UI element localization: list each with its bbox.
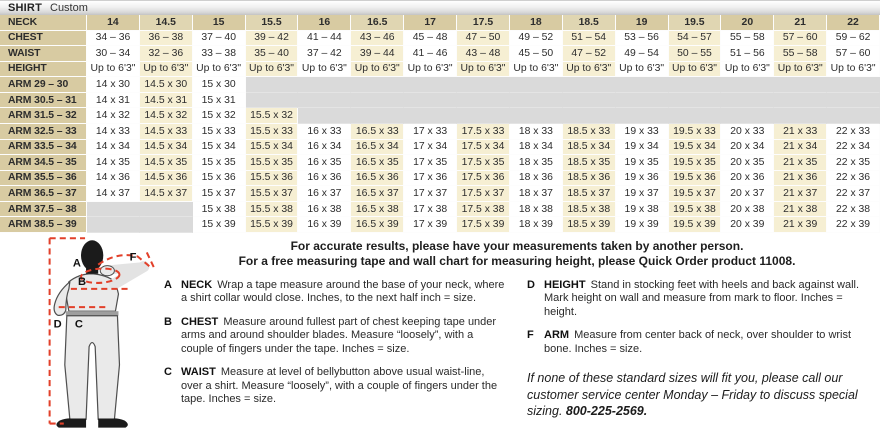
size-cell: 22 x 33 (827, 124, 880, 140)
size-cell: 59 – 62 (827, 31, 880, 47)
empty-size-cell (457, 93, 510, 109)
size-cell: 18 x 38 (510, 202, 563, 218)
figure-forearm (111, 267, 143, 270)
figure-right-shoe (98, 418, 128, 427)
size-cell: 41 – 46 (404, 46, 457, 62)
size-cell: 17 x 36 (404, 171, 457, 187)
instructions-left-column (164, 279, 507, 420)
size-cell: 16.5 x 38 (351, 202, 404, 218)
empty-size-cell (563, 77, 616, 93)
size-cell: 19 x 36 (616, 171, 669, 187)
size-cell: 21 x 35 (774, 155, 827, 171)
figure-label-chest: B (77, 275, 87, 288)
size-cell: 17 x 35 (404, 155, 457, 171)
measuring-instructions-section (0, 233, 880, 445)
size-cell: 19 x 37 (616, 186, 669, 202)
instruction-letter: F (527, 329, 534, 342)
size-cell: 16.5 x 34 (351, 140, 404, 156)
phone-number: 800-225-2569. (565, 404, 648, 419)
size-cell: 18.5 x 33 (563, 124, 616, 140)
instruction-text: HEIGHT Stand in stocking feet with heels and back against wall. Mark height on wall and measure from mark to floor. Inches = height. (544, 278, 860, 318)
size-cell: 15 x 32 (193, 108, 246, 124)
size-cell: 45 – 48 (404, 31, 457, 47)
neck-row-label: NECK (0, 15, 87, 31)
size-cell: 15.5 x 36 (246, 171, 299, 187)
size-cell: 39 – 44 (351, 46, 404, 62)
size-column-header: 14.5 (140, 15, 193, 31)
size-cell: 41 – 44 (298, 31, 351, 47)
size-cell: 19 x 38 (616, 202, 669, 218)
size-cell: 14 x 31 (87, 93, 140, 109)
empty-size-cell (669, 77, 722, 93)
size-cell: 43 – 48 (457, 46, 510, 62)
instruction-text: ARM Measure from center back of neck, over shoulder to wrist bone. Inches = size. (544, 329, 852, 355)
measurement-figure (0, 233, 164, 445)
size-cell: 47 – 52 (563, 46, 616, 62)
row-label: ARM 34.5 – 35 (0, 155, 87, 171)
size-cell: 49 – 52 (510, 31, 563, 47)
empty-size-cell (351, 93, 404, 109)
size-cell: 18.5 x 39 (563, 217, 616, 233)
size-cell: 50 – 55 (669, 46, 722, 62)
size-cell: 14 x 37 (87, 186, 140, 202)
empty-size-cell (616, 108, 669, 124)
size-cell: 17.5 x 36 (457, 171, 510, 187)
size-cell: Up to 6'3" (774, 62, 827, 78)
empty-size-cell (721, 108, 774, 124)
size-cell: Up to 6'3" (510, 62, 563, 78)
size-cell: 49 – 54 (616, 46, 669, 62)
size-cell: 21 x 37 (774, 186, 827, 202)
size-cell: 17 x 39 (404, 217, 457, 233)
size-cell: 14 x 30 (87, 77, 140, 93)
figure-torso (66, 274, 119, 311)
empty-size-cell (510, 77, 563, 93)
instruction-letter: C (164, 366, 172, 379)
size-cell: 21 x 39 (774, 217, 827, 233)
row-label: ARM 30.5 – 31 (0, 93, 87, 109)
size-column-header: 18.5 (563, 15, 616, 31)
size-cell: 32 – 36 (140, 46, 193, 62)
empty-size-cell (246, 93, 299, 109)
empty-size-cell (246, 77, 299, 93)
size-cell: Up to 6'3" (669, 62, 722, 78)
size-cell: 20 x 38 (721, 202, 774, 218)
table-subtitle: Custom (50, 2, 88, 14)
size-cell: 17.5 x 38 (457, 202, 510, 218)
size-cell: Up to 6'3" (246, 62, 299, 78)
empty-size-cell (669, 93, 722, 109)
figure-label-height: D (53, 318, 62, 331)
size-cell: 21 x 38 (774, 202, 827, 218)
size-cell: 20 x 33 (721, 124, 774, 140)
empty-size-cell (616, 77, 669, 93)
figure-label-neck: A (72, 257, 81, 270)
size-cell: 18.5 x 38 (563, 202, 616, 218)
size-cell: 19.5 x 33 (669, 124, 722, 140)
size-cell: 15.5 x 37 (246, 186, 299, 202)
size-cell: 17.5 x 34 (457, 140, 510, 156)
size-cell: 18 x 36 (510, 171, 563, 187)
size-cell: 17 x 37 (404, 186, 457, 202)
size-cell: 19 x 34 (616, 140, 669, 156)
size-cell: 17.5 x 37 (457, 186, 510, 202)
size-cell: 14 x 32 (87, 108, 140, 124)
size-cell: 14.5 x 33 (140, 124, 193, 140)
empty-size-cell (563, 93, 616, 109)
size-cell: 22 x 38 (827, 202, 880, 218)
size-cell: 21 x 36 (774, 171, 827, 187)
size-cell: 14.5 x 31 (140, 93, 193, 109)
row-label: ARM 37.5 – 38 (0, 202, 87, 218)
empty-size-cell (721, 93, 774, 109)
figure-legs (65, 316, 120, 420)
size-cell: 15 x 35 (193, 155, 246, 171)
size-cell: Up to 6'3" (721, 62, 774, 78)
size-cell: 16.5 x 36 (351, 171, 404, 187)
size-cell: Up to 6'3" (193, 62, 246, 78)
size-cell: 55 – 58 (774, 46, 827, 62)
empty-size-cell (404, 93, 457, 109)
size-cell: 22 x 36 (827, 171, 880, 187)
empty-size-cell (351, 108, 404, 124)
size-cell: 35 – 40 (246, 46, 299, 62)
figure-waistband (66, 311, 119, 316)
size-cell: 20 x 39 (721, 217, 774, 233)
size-cell: 16 x 33 (298, 124, 351, 140)
size-cell: Up to 6'3" (616, 62, 669, 78)
size-cell: 15.5 x 35 (246, 155, 299, 171)
instruction-letter: B (164, 315, 172, 328)
size-cell: 15 x 31 (193, 93, 246, 109)
instruction-item-waist (164, 366, 507, 407)
size-cell: 37 – 40 (193, 31, 246, 47)
empty-size-cell (827, 93, 880, 109)
empty-size-cell (457, 108, 510, 124)
empty-size-cell (827, 77, 880, 93)
size-cell: 17.5 x 33 (457, 124, 510, 140)
size-cell: 55 – 58 (721, 31, 774, 47)
size-cell: 15 x 39 (193, 217, 246, 233)
empty-size-cell (298, 93, 351, 109)
size-cell: 17 x 38 (404, 202, 457, 218)
instruction-item-neck (164, 279, 507, 306)
size-cell: 16.5 x 35 (351, 155, 404, 171)
size-cell: 14.5 x 32 (140, 108, 193, 124)
size-cell: 16 x 34 (298, 140, 351, 156)
size-cell: 51 – 54 (563, 31, 616, 47)
size-cell: 18 x 37 (510, 186, 563, 202)
figure-label-arm: F (129, 251, 137, 264)
size-cell: 47 – 50 (457, 31, 510, 47)
size-cell: 18.5 x 37 (563, 186, 616, 202)
size-cell: 43 – 46 (351, 31, 404, 47)
empty-size-cell (457, 77, 510, 93)
size-column-header: 20 (721, 15, 774, 31)
size-cell: 53 – 56 (616, 31, 669, 47)
size-column-header: 16 (298, 15, 351, 31)
empty-size-cell (351, 77, 404, 93)
instruction-letter: D (527, 278, 535, 291)
size-cell: 17.5 x 39 (457, 217, 510, 233)
size-cell: Up to 6'3" (351, 62, 404, 78)
size-cell: 20 x 34 (721, 140, 774, 156)
intro-line-1: For accurate results, please have your measurements taken by another person. (290, 238, 744, 253)
size-cell: 17 x 33 (404, 124, 457, 140)
size-cell: Up to 6'3" (404, 62, 457, 78)
size-cell: 19.5 x 36 (669, 171, 722, 187)
size-cell: 15 x 33 (193, 124, 246, 140)
empty-size-cell (669, 108, 722, 124)
size-cell: 20 x 37 (721, 186, 774, 202)
size-cell: 22 x 39 (827, 217, 880, 233)
size-cell: 16 x 36 (298, 171, 351, 187)
size-cell: Up to 6'3" (457, 62, 510, 78)
size-cell: 57 – 60 (827, 46, 880, 62)
size-cell: 18.5 x 36 (563, 171, 616, 187)
row-label: ARM 32.5 – 33 (0, 124, 87, 140)
size-cell: 15 x 37 (193, 186, 246, 202)
size-cell: 51 – 56 (721, 46, 774, 62)
size-cell: 15.5 x 33 (246, 124, 299, 140)
size-cell: 22 x 37 (827, 186, 880, 202)
size-cell: 14 x 35 (87, 155, 140, 171)
size-cell: 19.5 x 34 (669, 140, 722, 156)
size-cell: 19.5 x 37 (669, 186, 722, 202)
size-cell: 14.5 x 35 (140, 155, 193, 171)
size-cell: 19 x 39 (616, 217, 669, 233)
size-cell: Up to 6'3" (87, 62, 140, 78)
size-column-header: 18 (510, 15, 563, 31)
size-cell: 20 x 35 (721, 155, 774, 171)
size-cell: 21 x 33 (774, 124, 827, 140)
row-label: ARM 36.5 – 37 (0, 186, 87, 202)
size-cell: 14.5 x 36 (140, 171, 193, 187)
empty-size-cell (510, 108, 563, 124)
size-column-header: 16.5 (351, 15, 404, 31)
empty-size-cell (510, 93, 563, 109)
instruction-item-arm (527, 329, 870, 356)
size-cell: 15.5 x 32 (246, 108, 299, 124)
row-label: WAIST (0, 46, 87, 62)
size-cell: 16 x 39 (298, 217, 351, 233)
size-cell: 21 x 34 (774, 140, 827, 156)
intro-line-2: For a free measuring tape and wall chart for measuring height, please Quick Order product 11008. (238, 253, 796, 268)
size-cell: 17 x 34 (404, 140, 457, 156)
size-column-header: 19.5 (669, 15, 722, 31)
size-column-header: 19 (616, 15, 669, 31)
row-label: HEIGHT (0, 62, 87, 78)
size-cell: Up to 6'3" (563, 62, 616, 78)
size-cell: 18 x 33 (510, 124, 563, 140)
empty-size-cell (87, 202, 140, 218)
size-column-header: 21 (774, 15, 827, 31)
size-cell: Up to 6'3" (827, 62, 880, 78)
size-cell: 14 x 34 (87, 140, 140, 156)
row-label: ARM 38.5 – 39 (0, 217, 87, 233)
size-cell: 19 x 35 (616, 155, 669, 171)
empty-size-cell (298, 77, 351, 93)
size-cell: 54 – 57 (669, 31, 722, 47)
size-cell: 18.5 x 34 (563, 140, 616, 156)
size-cell: 16 x 38 (298, 202, 351, 218)
special-sizing-text: If none of these standard sizes will fit you, please call our customer service center Monday – Friday to discuss special sizing. (527, 371, 858, 419)
size-cell: 20 x 36 (721, 171, 774, 187)
size-cell: 18 x 34 (510, 140, 563, 156)
size-cell: 15 x 30 (193, 77, 246, 93)
size-cell: 45 – 50 (510, 46, 563, 62)
size-cell: 16 x 35 (298, 155, 351, 171)
size-cell: 15 x 38 (193, 202, 246, 218)
empty-size-cell (774, 108, 827, 124)
size-cell: 15 x 36 (193, 171, 246, 187)
size-cell: 16.5 x 33 (351, 124, 404, 140)
size-column-header: 17.5 (457, 15, 510, 31)
row-label: CHEST (0, 31, 87, 47)
instructions-content (164, 233, 880, 445)
size-cell: 14 x 36 (87, 171, 140, 187)
empty-size-cell (404, 77, 457, 93)
size-cell: 22 x 34 (827, 140, 880, 156)
size-column-header: 15 (193, 15, 246, 31)
row-label: ARM 29 – 30 (0, 77, 87, 93)
instruction-item-height (527, 279, 870, 320)
size-cell: 57 – 60 (774, 31, 827, 47)
empty-size-cell (298, 108, 351, 124)
size-cell: 14.5 x 37 (140, 186, 193, 202)
size-cell: 15.5 x 34 (246, 140, 299, 156)
figure-label-waist: C (74, 318, 83, 331)
size-cell: 33 – 38 (193, 46, 246, 62)
size-cell: 18.5 x 35 (563, 155, 616, 171)
empty-size-cell (721, 77, 774, 93)
size-column-header: 15.5 (246, 15, 299, 31)
size-column-header: 14 (87, 15, 140, 31)
special-sizing-note (527, 370, 870, 420)
size-cell: 19.5 x 38 (669, 202, 722, 218)
size-cell: 19.5 x 39 (669, 217, 722, 233)
empty-size-cell (140, 202, 193, 218)
size-column-header: 22 (827, 15, 880, 31)
instruction-text: CHEST Measure around fullest part of chest keeping tape under arms and around shoulder blades. Measure “loosely”, with a couple of fingers under the tape. Inches = size. (181, 315, 497, 355)
size-cell: 39 – 42 (246, 31, 299, 47)
empty-size-cell (774, 77, 827, 93)
instruction-letter: A (164, 278, 172, 291)
size-cell: 16.5 x 37 (351, 186, 404, 202)
table-title: SHIRT (8, 2, 42, 14)
size-column-header: 17 (404, 15, 457, 31)
size-cell: 16.5 x 39 (351, 217, 404, 233)
size-cell: Up to 6'3" (140, 62, 193, 78)
size-cell: 30 – 34 (87, 46, 140, 62)
size-table (0, 15, 880, 233)
size-cell: 34 – 36 (87, 31, 140, 47)
empty-size-cell (616, 93, 669, 109)
empty-size-cell (563, 108, 616, 124)
size-cell: 19 x 33 (616, 124, 669, 140)
empty-size-cell (140, 217, 193, 233)
row-label: ARM 35.5 – 36 (0, 171, 87, 187)
size-cell: 14 x 33 (87, 124, 140, 140)
instruction-text: WAIST Measure at level of bellybutton above usual waist-line, over a shirt. Measure “loosely”, with a couple of fingers under the tape. Inches = size. (181, 366, 498, 406)
instruction-item-chest (164, 316, 507, 357)
table-title-bar (0, 0, 880, 15)
size-cell: 17.5 x 35 (457, 155, 510, 171)
instruction-text: NECK Wrap a tape measure around the base of your neck, where a shirt collar would close. Inches, to the next half inch = size. (181, 278, 505, 305)
size-cell: 18 x 39 (510, 217, 563, 233)
size-cell: 18 x 35 (510, 155, 563, 171)
row-label: ARM 33.5 – 34 (0, 140, 87, 156)
empty-size-cell (87, 217, 140, 233)
measurement-figure-illustration (0, 233, 162, 441)
size-cell: 15.5 x 38 (246, 202, 299, 218)
empty-size-cell (404, 108, 457, 124)
size-cell: 22 x 35 (827, 155, 880, 171)
size-cell: 15 x 34 (193, 140, 246, 156)
size-cell: 36 – 38 (140, 31, 193, 47)
size-cell: 14.5 x 34 (140, 140, 193, 156)
size-cell: 37 – 42 (298, 46, 351, 62)
empty-size-cell (774, 93, 827, 109)
row-label: ARM 31.5 – 32 (0, 108, 87, 124)
size-cell: 16 x 37 (298, 186, 351, 202)
size-cell: 19.5 x 35 (669, 155, 722, 171)
size-cell: 15.5 x 39 (246, 217, 299, 233)
empty-size-cell (827, 108, 880, 124)
size-cell: 14.5 x 30 (140, 77, 193, 93)
size-cell: Up to 6'3" (298, 62, 351, 78)
intro-text (164, 239, 870, 269)
figure-hand (100, 265, 114, 275)
instructions-right-column (527, 279, 870, 420)
